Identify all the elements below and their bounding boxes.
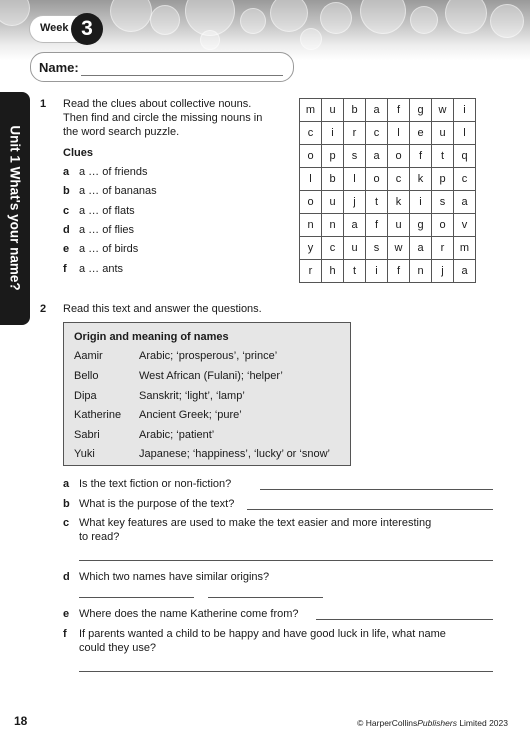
name-input-line[interactable]	[81, 75, 283, 76]
q1-number: 1	[40, 98, 47, 110]
grid-cell[interactable]: a	[366, 99, 388, 122]
decor-bubble	[240, 8, 266, 34]
grid-cell[interactable]: w	[388, 237, 410, 260]
grid-cell[interactable]: i	[454, 99, 476, 122]
grid-cell[interactable]: e	[410, 122, 432, 145]
week-badge	[30, 16, 102, 42]
decor-bubble	[410, 6, 438, 34]
week-label: Week	[40, 22, 69, 34]
answer-line-f[interactable]	[79, 671, 493, 672]
question-a-text: Is the text fiction or non-fiction?	[79, 478, 232, 490]
grid-cell[interactable]: a	[366, 145, 388, 168]
clue-text: a … of bananas	[79, 185, 157, 197]
decor-bubble	[150, 5, 180, 35]
word-search-grid	[299, 98, 476, 283]
origin-name: Yuki	[74, 448, 95, 460]
name-field[interactable]	[30, 52, 294, 82]
decor-bubble	[445, 0, 487, 34]
origin-meaning: Arabic; ‘patient’	[139, 429, 215, 441]
grid-cell[interactable]: g	[410, 99, 432, 122]
grid-cell[interactable]: m	[300, 99, 322, 122]
question-b-text: What is the purpose of the text?	[79, 498, 235, 510]
decor-bubble	[110, 0, 152, 32]
origin-meaning: Japanese; ‘happiness’, ‘lucky’ or ‘snow’	[139, 448, 330, 460]
grid-cell[interactable]: c	[366, 122, 388, 145]
grid-cell[interactable]: f	[366, 214, 388, 237]
grid-cell[interactable]: o	[300, 145, 322, 168]
grid-cell[interactable]: u	[344, 237, 366, 260]
origin-meaning: Ancient Greek; ‘pure’	[139, 409, 242, 421]
grid-row	[300, 99, 476, 122]
clue-letter: c	[63, 205, 70, 217]
grid-cell[interactable]: f	[388, 99, 410, 122]
grid-cell[interactable]: a	[344, 214, 366, 237]
question-e-letter: e	[63, 608, 70, 620]
grid-cell[interactable]: f	[410, 145, 432, 168]
decor-bubble	[0, 0, 30, 26]
question-f-text: If parents wanted a child to be happy and have good luck in life, what name	[79, 628, 446, 640]
grid-cell[interactable]: o	[366, 168, 388, 191]
copyright-publisher: Publishers	[417, 718, 457, 728]
question-b-letter: b	[63, 498, 70, 510]
grid-cell[interactable]: c	[300, 122, 322, 145]
grid-cell[interactable]: u	[432, 122, 454, 145]
grid-cell[interactable]: c	[322, 237, 344, 260]
grid-cell[interactable]: a	[454, 260, 476, 283]
grid-cell[interactable]: o	[388, 145, 410, 168]
origin-name: Katherine	[74, 409, 122, 421]
question-c-letter: c	[63, 517, 70, 529]
origin-name: Bello	[74, 370, 99, 382]
grid-cell[interactable]: s	[344, 145, 366, 168]
grid-cell[interactable]: s	[432, 191, 454, 214]
grid-cell[interactable]: r	[432, 237, 454, 260]
clue-text: a … of flies	[79, 224, 135, 236]
grid-row	[300, 168, 476, 191]
grid-cell[interactable]: k	[410, 168, 432, 191]
grid-cell[interactable]: b	[322, 168, 344, 191]
grid-cell[interactable]: k	[388, 191, 410, 214]
q1-instruction-line: Then find and circle the missing nouns in	[63, 112, 263, 124]
decor-bubble	[360, 0, 406, 34]
clue-letter: e	[63, 243, 70, 255]
grid-cell[interactable]: o	[432, 214, 454, 237]
unit-title: Unit 1 What's your name?	[7, 125, 23, 291]
week-number: 3	[71, 13, 103, 45]
grid-cell[interactable]: p	[432, 168, 454, 191]
grid-cell[interactable]: r	[300, 260, 322, 283]
origin-meaning: Arabic; ‘prosperous’, ‘prince’	[139, 350, 278, 362]
copyright-year: Limited 2023	[456, 718, 508, 728]
decor-bubble	[490, 4, 524, 38]
answer-line-a[interactable]	[260, 489, 493, 490]
clue-letter: d	[63, 224, 70, 236]
question-d-text: Which two names have similar origins?	[79, 571, 270, 583]
grid-cell[interactable]: i	[366, 260, 388, 283]
grid-cell[interactable]: j	[432, 260, 454, 283]
grid-row	[300, 214, 476, 237]
grid-cell[interactable]: q	[454, 145, 476, 168]
decor-bubble	[200, 30, 220, 50]
grid-cell[interactable]: i	[410, 191, 432, 214]
grid-cell[interactable]: m	[454, 237, 476, 260]
grid-cell[interactable]: y	[300, 237, 322, 260]
grid-cell[interactable]: t	[432, 145, 454, 168]
clues-title: Clues	[63, 147, 93, 159]
clue-text: a … of flats	[79, 205, 135, 217]
grid-cell[interactable]: l	[300, 168, 322, 191]
origin-meaning: Sanskrit; ‘light’, ‘lamp’	[139, 390, 245, 402]
answer-line-d2[interactable]	[208, 597, 323, 598]
answer-line-e[interactable]	[316, 619, 493, 620]
clue-letter: b	[63, 185, 70, 197]
grid-cell[interactable]: a	[454, 191, 476, 214]
question-d-letter: d	[63, 571, 70, 583]
grid-row	[300, 237, 476, 260]
page-number: 18	[14, 714, 28, 728]
grid-cell[interactable]: g	[410, 214, 432, 237]
grid-cell[interactable]: u	[388, 214, 410, 237]
answer-line-d1[interactable]	[79, 597, 194, 598]
grid-cell[interactable]: c	[454, 168, 476, 191]
question-f-letter: f	[63, 628, 67, 640]
grid-cell[interactable]: v	[454, 214, 476, 237]
grid-row	[300, 122, 476, 145]
grid-cell[interactable]: n	[322, 214, 344, 237]
grid-cell[interactable]: w	[432, 99, 454, 122]
grid-cell[interactable]: n	[300, 214, 322, 237]
question-e-text: Where does the name Katherine come from?	[79, 608, 299, 620]
grid-cell[interactable]: l	[454, 122, 476, 145]
names-info-box	[63, 322, 351, 466]
clue-text: a … ants	[79, 263, 124, 275]
grid-row	[300, 145, 476, 168]
origin-meaning: West African (Fulani); ‘helper’	[139, 370, 283, 382]
grid-cell[interactable]: u	[322, 99, 344, 122]
answer-line-b[interactable]	[247, 509, 493, 510]
copyright-notice	[357, 718, 508, 728]
decor-bubble	[320, 2, 352, 34]
grid-cell[interactable]: p	[322, 145, 344, 168]
clue-text: a … of birds	[79, 243, 139, 255]
clue-text: a … of friends	[79, 166, 148, 178]
grid-cell[interactable]: t	[344, 260, 366, 283]
copyright-text: © HarperCollins	[357, 718, 418, 728]
origin-name: Aamir	[74, 350, 103, 362]
question-c-text: What key features are used to make the text easier and more interesting	[79, 517, 432, 529]
grid-cell[interactable]: r	[344, 122, 366, 145]
q2-number: 2	[40, 303, 47, 315]
grid-cell[interactable]: j	[344, 191, 366, 214]
grid-cell[interactable]: l	[344, 168, 366, 191]
grid-cell[interactable]: f	[388, 260, 410, 283]
names-box-title: Origin and meaning of names	[74, 331, 229, 343]
grid-cell[interactable]: i	[322, 122, 344, 145]
grid-cell[interactable]: c	[388, 168, 410, 191]
grid-row	[300, 260, 476, 283]
name-label: Name:	[39, 60, 79, 75]
origin-name: Sabri	[74, 429, 100, 441]
clue-letter: f	[63, 263, 67, 275]
unit-side-tab	[0, 92, 30, 325]
grid-row	[300, 191, 476, 214]
grid-cell[interactable]: o	[300, 191, 322, 214]
answer-line-c[interactable]	[79, 560, 493, 561]
q2-instruction: Read this text and answer the questions.	[63, 303, 262, 315]
decor-bubble	[300, 28, 322, 50]
grid-cell[interactable]: h	[322, 260, 344, 283]
grid-cell[interactable]: u	[322, 191, 344, 214]
q1-instruction-line: Read the clues about collective nouns.	[63, 98, 252, 110]
decor-bubble	[270, 0, 308, 32]
clue-letter: a	[63, 166, 70, 178]
grid-cell[interactable]: t	[366, 191, 388, 214]
grid-cell[interactable]: a	[410, 237, 432, 260]
question-a-letter: a	[63, 478, 70, 490]
grid-cell[interactable]: s	[366, 237, 388, 260]
grid-cell[interactable]: b	[344, 99, 366, 122]
grid-cell[interactable]: n	[410, 260, 432, 283]
question-c-text: to read?	[79, 531, 120, 543]
origin-name: Dipa	[74, 390, 97, 402]
question-f-text: could they use?	[79, 642, 157, 654]
grid-cell[interactable]: l	[388, 122, 410, 145]
q1-instruction-line: the word search puzzle.	[63, 126, 180, 138]
